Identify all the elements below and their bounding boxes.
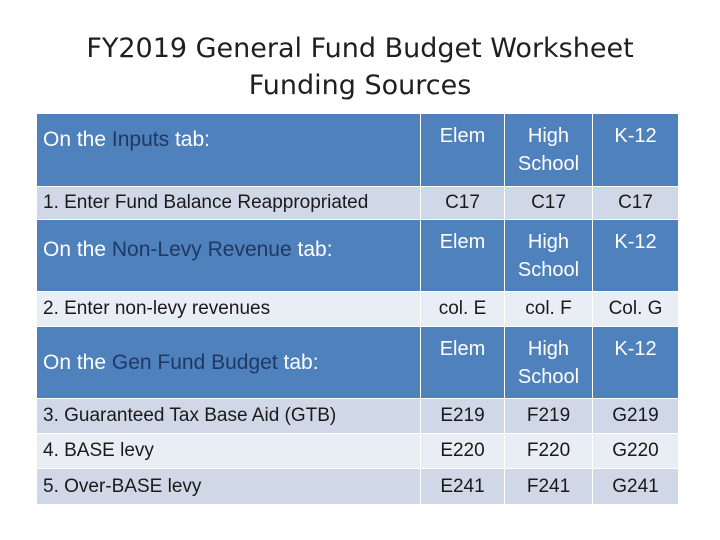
cell-k12: C17 bbox=[593, 187, 679, 220]
column-header-high-school: High School bbox=[505, 327, 593, 399]
row-label: 4. BASE levy bbox=[37, 434, 421, 469]
column-header-elem: Elem bbox=[421, 114, 505, 187]
cell-k12: G241 bbox=[593, 469, 679, 505]
title-line-1: FY2019 General Fund Budget Worksheet bbox=[86, 33, 634, 64]
table-row bbox=[37, 292, 679, 327]
cell-high-school: F220 bbox=[505, 434, 593, 469]
cell-elem: E219 bbox=[421, 399, 505, 434]
section-heading: On the Inputs tab: bbox=[37, 114, 421, 187]
column-header-elem: Elem bbox=[421, 327, 505, 399]
cell-k12: Col. G bbox=[593, 292, 679, 327]
table-row bbox=[37, 399, 679, 434]
cell-elem: E241 bbox=[421, 469, 505, 505]
section-header-non-levy-revenue bbox=[37, 220, 679, 292]
table-row bbox=[37, 187, 679, 220]
cell-elem: col. E bbox=[421, 292, 505, 327]
column-header-k12: K-12 bbox=[593, 114, 679, 187]
column-header-k12: K-12 bbox=[593, 220, 679, 292]
column-header-high-school: High School bbox=[505, 114, 593, 187]
tab-name-inputs: Inputs bbox=[111, 128, 170, 151]
tab-name-non-levy-revenue: Non-Levy Revenue bbox=[111, 238, 292, 261]
section-heading: On the Gen Fund Budget tab: bbox=[37, 327, 421, 399]
cell-elem: C17 bbox=[421, 187, 505, 220]
cell-high-school: F219 bbox=[505, 399, 593, 434]
slide-title bbox=[0, 30, 720, 104]
row-label: 2. Enter non-levy revenues bbox=[37, 292, 421, 327]
section-heading: On the Non-Levy Revenue tab: bbox=[37, 220, 421, 292]
funding-sources-table bbox=[36, 113, 679, 505]
row-label: 3. Guaranteed Tax Base Aid (GTB) bbox=[37, 399, 421, 434]
cell-elem: E220 bbox=[421, 434, 505, 469]
tab-name-gen-fund-budget: Gen Fund Budget bbox=[111, 351, 278, 374]
table-row bbox=[37, 434, 679, 469]
column-header-k12: K-12 bbox=[593, 327, 679, 399]
title-line-2: Funding Sources bbox=[248, 70, 472, 101]
cell-high-school: col. F bbox=[505, 292, 593, 327]
row-label: 1. Enter Fund Balance Reappropriated bbox=[37, 187, 421, 220]
section-header-gen-fund-budget bbox=[37, 327, 679, 399]
cell-k12: G220 bbox=[593, 434, 679, 469]
section-header-inputs bbox=[37, 114, 679, 187]
cell-high-school: C17 bbox=[505, 187, 593, 220]
column-header-high-school: High School bbox=[505, 220, 593, 292]
cell-high-school: F241 bbox=[505, 469, 593, 505]
column-header-elem: Elem bbox=[421, 220, 505, 292]
cell-k12: G219 bbox=[593, 399, 679, 434]
table-row bbox=[37, 469, 679, 505]
row-label: 5. Over-BASE levy bbox=[37, 469, 421, 505]
